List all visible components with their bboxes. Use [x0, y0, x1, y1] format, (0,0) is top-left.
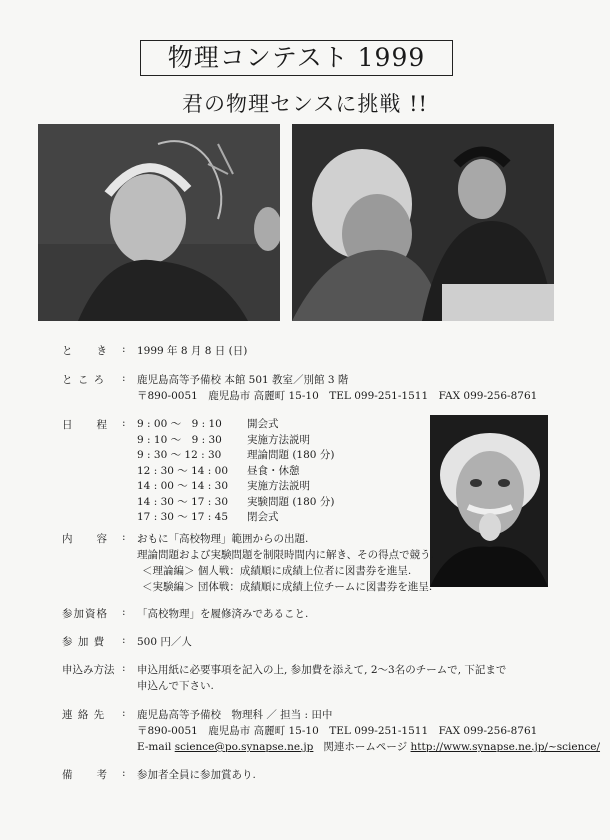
- photo-einstein-tongue: [430, 415, 548, 587]
- homepage-link[interactable]: http://www.synapse.ne.jp/~science/: [410, 741, 601, 753]
- label-fee: 参 加 費: [62, 636, 106, 648]
- content-line2: 理論問題および実験問題を制限時間内に解き、その得点で競う.: [137, 549, 434, 561]
- colon: :: [122, 767, 126, 779]
- schedule-item: 17 : 30 ～ 17 : 45 閉会式: [137, 511, 279, 523]
- colon: :: [122, 606, 126, 618]
- photo-einstein-blackboard: [38, 124, 280, 321]
- content-line3: ＜理論編＞ 個人戦：成績順に成績上位者に図書券を進呈.: [142, 565, 412, 577]
- homepage-label: 関連ホームページ: [323, 741, 408, 753]
- colon: :: [122, 343, 126, 355]
- label-eligibility: 参加資格: [62, 608, 108, 620]
- colon: :: [122, 707, 126, 719]
- photo-einstein-oppenheimer: [292, 124, 554, 321]
- label-content: 内 容: [62, 533, 108, 545]
- schedule-item: 14 : 00 ～ 14 : 30 実施方法説明: [137, 480, 310, 492]
- contact-line2: 〒890-0051 鹿児島市 高麗町 15-10 TEL 099-251-1511 FAX 099-256-8761: [137, 725, 538, 737]
- email-label: E-mail: [137, 741, 172, 753]
- colon: :: [122, 531, 126, 543]
- schedule-item: 14 : 30 ～ 17 : 30 実験問題 (180 分): [137, 495, 335, 508]
- contact-line1: 鹿児島高等予備校 物理科 ／ 担当 : 田中: [137, 709, 333, 721]
- schedule-list: [137, 417, 334, 526]
- label-contact: 連 絡 先: [62, 709, 106, 721]
- schedule-item: 9 : 30 ～ 12 : 30 理論問題 (180 分): [137, 449, 335, 461]
- label-application: 申込み方法: [62, 664, 115, 676]
- schedule-item: 9 : 10 ～ 9 : 30 実施方法説明: [137, 433, 310, 446]
- content-line1: おもに「高校物理」範囲からの出題.: [137, 533, 309, 545]
- remarks-value: 参加者全員に参加賞あり.: [137, 769, 256, 781]
- application-line1: 申込用紙に必要事項を記入の上, 参加費を添えて, 2～3名のチームで, 下記まで: [137, 664, 507, 676]
- fee-value: 500 円／人: [137, 636, 192, 648]
- date-value: 1999 年 8 月 8 日 (日): [137, 345, 248, 357]
- eligibility-value: 「高校物理」を履修済みであること.: [137, 608, 309, 620]
- application-line2: 申込んで下さい.: [137, 680, 214, 692]
- label-date: と き: [62, 345, 108, 357]
- schedule-item: 12 : 30 ～ 14 : 00 昼食・休憩: [137, 464, 300, 477]
- colon: :: [122, 634, 126, 646]
- label-remarks: 備 考: [62, 769, 108, 781]
- colon: :: [122, 372, 126, 384]
- place-line1: 鹿児島高等予備校 本館 501 教室／別館 3 階: [137, 374, 349, 386]
- content-line4: ＜実験編＞ 団体戦：成績順に成績上位チームに図書券を進呈.: [142, 581, 433, 593]
- label-place: と こ ろ: [62, 374, 106, 386]
- poster-title: 物理コンテスト 1999: [140, 40, 453, 76]
- label-schedule: 日 程: [62, 419, 108, 431]
- colon: :: [122, 662, 126, 674]
- colon: :: [122, 417, 126, 429]
- contact-line3: [137, 739, 600, 755]
- poster-subtitle: 君の物理センスに挑戦 !!: [182, 92, 428, 116]
- email-link[interactable]: science@po.synapse.ne.jp: [174, 741, 314, 753]
- schedule-item: 9 : 00 ～ 9 : 10 開会式: [137, 418, 279, 430]
- place-line2: 〒890-0051 鹿児島市 高麗町 15-10 TEL 099-251-1511 FAX 099-256-8761: [137, 390, 538, 402]
